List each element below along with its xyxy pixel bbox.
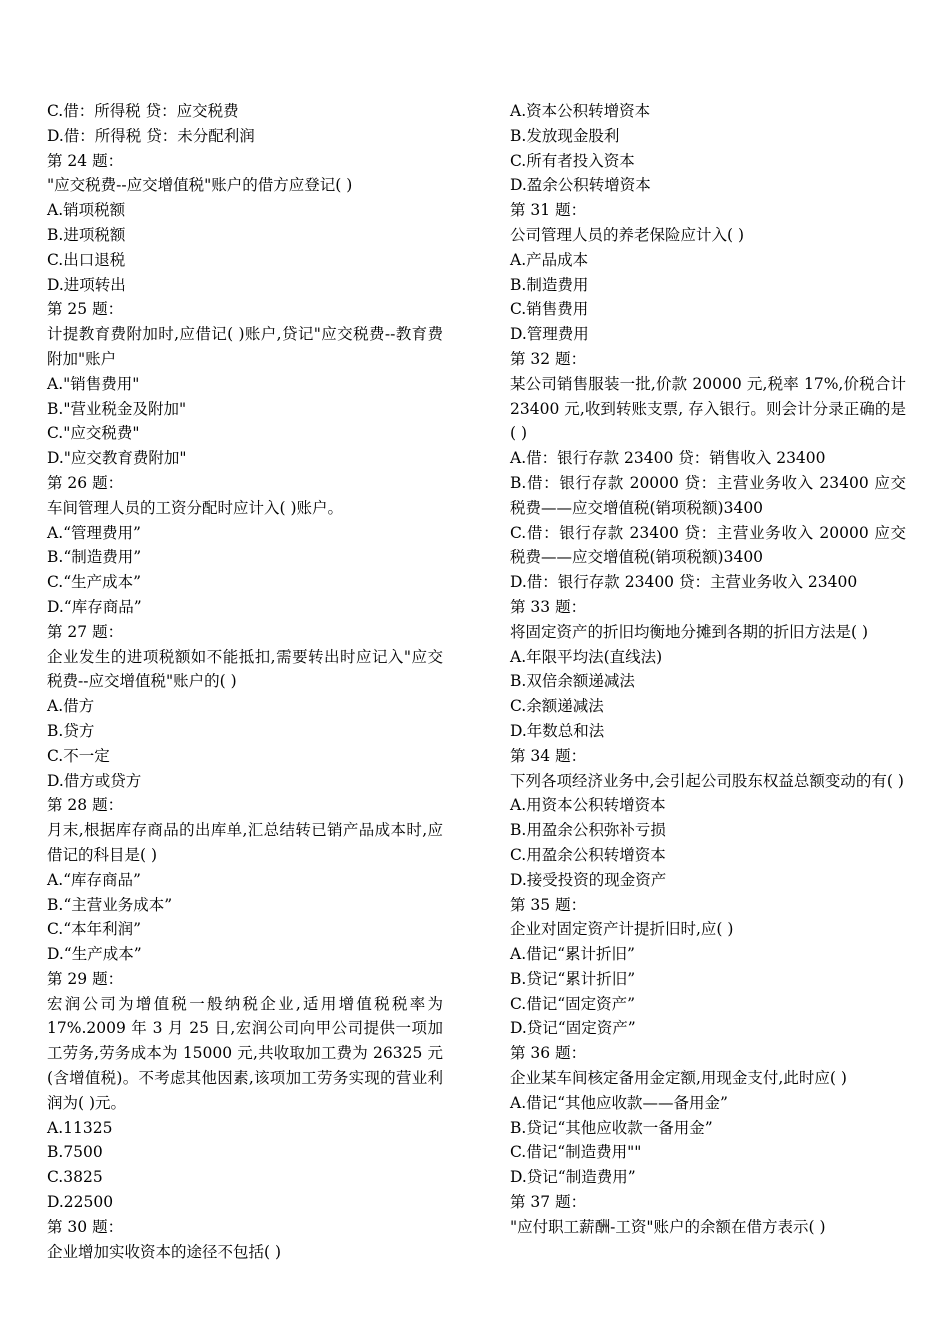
answer-option: A.用资本公积转增资本	[510, 796, 666, 815]
left-column	[47, 99, 443, 1264]
question-text: 将固定资产的折旧均衡地分摊到各期的折旧方法是( )	[510, 622, 869, 641]
answer-option: C.借：所得税 贷：应交税费	[47, 102, 239, 120]
answer-option: C.借：银行存款 23400 贷：主营业务收入 20000 应交税费——应交增值税(销项税额)3400	[510, 523, 906, 567]
answer-option: B.7500	[47, 1143, 103, 1162]
question-text: 企业发生的进项税额如不能抵扣,需要转出时应记入"应交税费--应交增值税"账户的( )	[47, 647, 443, 691]
question-text: 企业某车间核定备用金定额,用现金支付,此时应( )	[510, 1069, 847, 1088]
answer-option: B.发放现金股利	[510, 126, 620, 145]
answer-option: B.“主营业务成本”	[47, 895, 173, 914]
question-number: 第 25 题：	[47, 300, 124, 319]
answer-option: B.“制造费用”	[47, 548, 142, 567]
question-number: 第 28 题：	[47, 796, 124, 815]
answer-option: A.借记“累计折旧”	[510, 945, 635, 964]
answer-option: D.借：银行存款 23400 贷：主营业务收入 23400	[510, 573, 858, 592]
question-number: 第 33 题：	[510, 597, 587, 616]
question-text: "应交税费--应交增值税"账户的借方应登记( )	[47, 176, 353, 195]
answer-option: C.余额递减法	[510, 697, 604, 716]
answer-option: D.22500	[47, 1193, 114, 1212]
answer-option: A.销项税额	[47, 201, 126, 220]
answer-option: B."营业税金及附加"	[47, 399, 187, 418]
answer-option: D.接受投资的现金资产	[510, 870, 667, 889]
question-text: 公司管理人员的养老保险应计入( )	[510, 225, 745, 244]
answer-option: A.借方	[47, 697, 95, 716]
answer-option: D.进项转出	[47, 275, 126, 294]
answer-option: A."销售费用"	[47, 374, 140, 393]
answer-option: B.进项税额	[47, 225, 126, 244]
question-text: 企业对固定资产计提折旧时,应( )	[510, 920, 734, 939]
answer-option: D.“生产成本”	[47, 945, 142, 964]
answer-option: D.管理费用	[510, 325, 589, 344]
question-text: 月末,根据库存商品的出库单,汇总结转已销产品成本时,应借记的科目是( )	[47, 821, 443, 864]
answer-option: A.“管理费用”	[47, 523, 141, 542]
answer-option: A.借：银行存款 23400 贷：销售收入 23400	[510, 449, 826, 468]
question-number: 第 35 题：	[510, 895, 587, 914]
answer-option: D.贷记“固定资产”	[510, 1019, 636, 1038]
question-number: 第 30 题：	[47, 1217, 124, 1236]
answer-option: C.出口退税	[47, 250, 126, 269]
question-text: 宏润公司为增值税一般纳税企业,适用增值税税率为 17%.2009 年 3 月 25 日,宏润公司向甲公司提供一项加工劳务,劳务成本为 15000 元,共收取加工费为 26325 元(含增值税)。不考虑其他因素,该项加工劳务实现的营业利润为( )元。	[47, 994, 443, 1112]
answer-option: C.借记“固定资产”	[510, 994, 636, 1013]
question-number: 第 37 题：	[510, 1193, 587, 1212]
question-text: "应付职工薪酬-工资"账户的余额在借方表示( )	[510, 1217, 826, 1236]
question-number: 第 29 题：	[47, 969, 124, 988]
answer-option: B.制造费用	[510, 275, 589, 294]
answer-option: D.盈余公积转增资本	[510, 176, 651, 195]
answer-option: D.“库存商品”	[47, 597, 142, 616]
answer-option: C.销售费用	[510, 300, 589, 319]
question-number: 第 27 题：	[47, 622, 124, 641]
right-column	[510, 99, 906, 1240]
answer-option: C.所有者投入资本	[510, 151, 635, 170]
answer-option: C.借记“制造费用""	[510, 1143, 642, 1162]
answer-option: B.用盈余公积弥补亏损	[510, 821, 666, 840]
question-number: 第 34 题：	[510, 746, 587, 765]
answer-option: D.借：所得税 贷：未分配利润	[47, 126, 255, 145]
answer-option: D.年数总和法	[510, 721, 605, 740]
answer-option: A.借记“其他应收款——备用金”	[510, 1093, 728, 1112]
answer-option: A.年限平均法(直线法)	[510, 647, 663, 666]
answer-option: B.双倍余额递减法	[510, 672, 635, 691]
answer-option: A.“库存商品”	[47, 870, 141, 889]
question-number: 第 32 题：	[510, 349, 587, 368]
answer-option: A.产品成本	[510, 250, 589, 269]
question-number: 第 24 题：	[47, 151, 124, 170]
question-text: 企业增加实收资本的途径不包括( )	[47, 1242, 282, 1261]
question-text: 计提教育费附加时,应借记( )账户,贷记"应交税费--教育费附加"账户	[47, 325, 443, 368]
answer-option: C.用盈余公积转增资本	[510, 845, 666, 864]
answer-option: C.3825	[47, 1168, 103, 1187]
answer-option: D.借方或贷方	[47, 771, 142, 790]
answer-option: C."应交税费"	[47, 424, 140, 443]
answer-option: B.贷记“其他应收款一备用金”	[510, 1118, 713, 1137]
answer-option: C.“本年利润”	[47, 920, 142, 939]
answer-option: A.11325	[47, 1118, 113, 1137]
answer-option: C.“生产成本”	[47, 573, 142, 592]
question-number: 第 36 题：	[510, 1044, 587, 1063]
answer-option: B.借：银行存款 20000 贷：主营业务收入 23400 应交税费——应交增值税(销项税额)3400	[510, 473, 906, 517]
question-text: 某公司销售服装一批,价款 20000 元,税率 17%,价税合计 23400 元,收到转账支票, 存入银行。则会计分录正确的是( )	[510, 374, 906, 443]
answer-option: A.资本公积转增资本	[510, 102, 651, 120]
answer-option: D."应交教育费附加"	[47, 449, 187, 468]
question-number: 第 31 题：	[510, 201, 587, 220]
question-number: 第 26 题：	[47, 473, 124, 492]
answer-option: D.贷记“制造费用”	[510, 1168, 636, 1187]
answer-option: B.贷记“累计折旧”	[510, 969, 636, 988]
answer-option: B.贷方	[47, 721, 95, 740]
answer-option: C.不一定	[47, 746, 110, 765]
question-text: 下列各项经济业务中,会引起公司股东权益总额变动的有( )	[510, 771, 904, 790]
question-text: 车间管理人员的工资分配时应计入( )账户。	[47, 498, 344, 517]
